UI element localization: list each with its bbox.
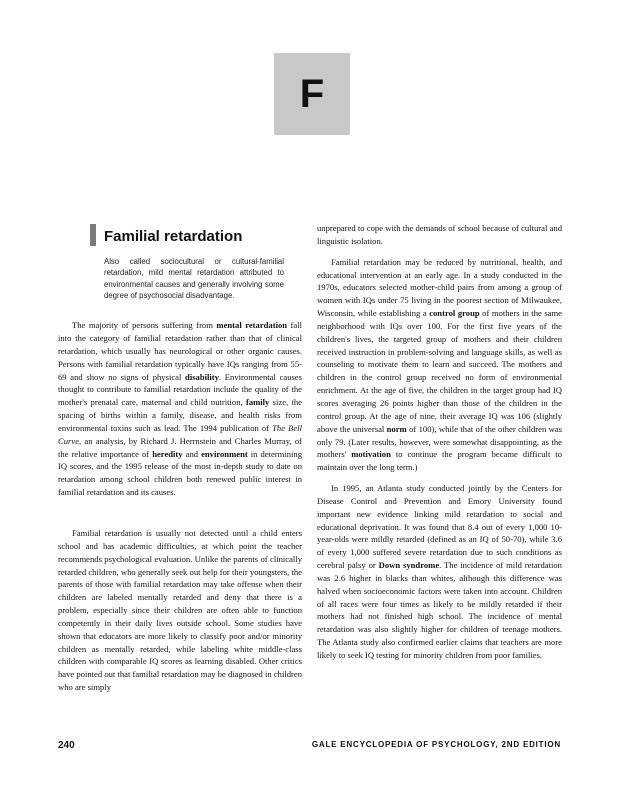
term-link[interactable]: motivation xyxy=(351,449,391,460)
section-letter-box xyxy=(274,53,350,135)
term-link[interactable]: environment xyxy=(201,448,248,459)
entry-definition: Also called sociocultural or cultural-familial retardation, mild mental retardation attributed to environmental causes and generally involving some degree of psychosocial disadvantage. xyxy=(104,257,284,300)
term-link[interactable]: heredity xyxy=(152,448,183,459)
term-link[interactable]: family xyxy=(245,397,270,408)
term-link[interactable]: norm xyxy=(386,423,407,434)
page-number: 240 xyxy=(58,740,75,751)
right-paragraph-3: In 1995, an Atlanta study conducted jointly by the Centers for Disease Control and Prevention and Emory University found important new evidence linking mild retardation to social and educational deprivation. It was found that 8.4 out of every 1,000 10-year-olds were mildly retarded (defined as an IQ of 50-70), while 3.6 of every 1,000 suffered severe retardation due to such conditions as cerebral palsy or Down syndrome. The incidence of mild retardation was 2.6 higher in blacks than whites, although this difference was halved when socioeconomic factors were taken into account. Children of all races were four times as likely to be mildly retarded if their mothers had not finished high school. The incidence of mental retardation was also slightly higher for children of teenage mothers. The Atlanta study also confirmed earlier claims that teachers are more likely to seek IQ testing for minority children from poor families. xyxy=(317,483,562,660)
right-paragraph-2: Familial retardation may be reduced by nutritional, health, and educational intervention at an early age. In a study conducted in the 1970s, educators selected mother-child pairs from among a group of women with IQs under 75 living in the poorest section of Milwaukee, Wisconsin, while establishing a control group of mothers in the same neighborhood with IQs over 100. For the first five years of the children's lives, the targeted group of mothers and their children received instruction in problem-solving and language skills, as well as counseling to motivate them to learn and succeed. The mothers and children in the control group received no form of environmental enrichment. At the age of five, the children in the target group had IQ scores averaging 26 points higher than those of the children in the control group. At the age of nine, their average IQ was 106 (slightly above the universal norm of 100), while that of the other children was only 79. (Later results, however, were somewhat disappointing, as the mothers' motivation to continue the program became difficult to maintain over the long term.) xyxy=(317,256,562,473)
right-paragraph-1: unprepared to cope with the demands of school because of cultural and linguistic isolation. xyxy=(317,223,562,246)
term-link[interactable]: control group xyxy=(429,308,480,319)
term-link[interactable]: mental retardation xyxy=(216,320,288,331)
term-link[interactable]: disability xyxy=(185,371,219,382)
left-paragraph-1: The majority of persons suffering from mental retardation fall into the category of familial retardation rather than that of clinical retardation, which usually has neurological or other organic causes. Persons with familial retardation typically have IQs ranging from 55-69 and show no signs of physical disability. Environmental causes thought to contribute to familial retardation include the quality of the mother's prenatal care, maternal and child nutrition, family size, the spacing of births within a family, disease, and health risks from environmental toxins such as lead. The 1994 publication of The Bell Curve, an analysis, by Richard J. Herrnstein and Charles Murray, of the relative importance of heredity and environment in determining IQ scores, and the 1995 release of the most in-depth study to date on retardation among school children both renewed public interest in familial retardation and its causes. xyxy=(58,320,302,498)
term-link[interactable]: Down syndrome xyxy=(378,560,440,571)
publication-title: GALE ENCYCLOPEDIA OF PSYCHOLOGY, 2ND EDITION xyxy=(311,740,561,749)
right-column xyxy=(317,222,562,662)
entry-title: Familial retardation xyxy=(104,228,243,245)
left-column xyxy=(58,222,302,694)
heading-bar xyxy=(90,224,96,246)
book-title: The Bell Curve xyxy=(58,422,302,446)
entry-heading xyxy=(90,222,302,248)
section-letter: F xyxy=(299,71,325,116)
left-paragraph-2: Familial retardation is usually not detected until a child enters school and has academic difficulties, at which point the teacher recommends psychological evaluation. Unlike the parents of clinically retarded children, who generally seek out help for their youngsters, the parents of those with familial retardation may take offense when their children are labeled mentally retarded and deny that there is a problem, especially since their children are often able to function competently in their daily lives outside school. Some studies have shown that educators are more likely to classify poor and/or minority children as mentally retarded, while labeling white middle-class children with comparable IQ scores as learning disabled. Other critics have pointed out that familial retardation may be diagnosed in children who are simply xyxy=(58,528,302,693)
